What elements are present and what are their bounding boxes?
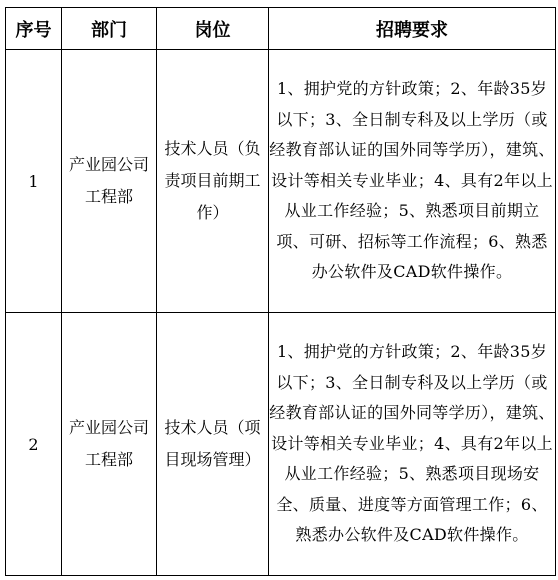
row-dept: 产业园公司工程部 [62, 313, 157, 576]
recruitment-table [5, 7, 556, 576]
row-seq: 1 [6, 50, 62, 313]
header-post: 岗位 [157, 8, 269, 50]
row-seq: 2 [6, 313, 62, 576]
header-requirements: 招聘要求 [269, 8, 556, 50]
header-seq: 序号 [6, 8, 62, 50]
row-post: 技术人员（负责项目前期工作） [157, 50, 269, 313]
table-row [6, 50, 556, 313]
row-post: 技术人员（项目现场管理） [157, 313, 269, 576]
row-requirements: 1、拥护党的方针政策；2、年龄35岁以下；3、全日制专科及以上学历（或经教育部认证的国外同等学历），建筑、设计等相关专业毕业；4、具有2年以上从业工作经验；5、熟悉项目现场安全、质量、进度等方面管理工作；6、熟悉办公软件及CAD软件操作。 [269, 313, 556, 576]
row-requirements: 1、拥护党的方针政策；2、年龄35岁以下；3、全日制专科及以上学历（或经教育部认证的国外同等学历），建筑、设计等相关专业毕业；4、具有2年以上从业工作经验；5、熟悉项目前期立项、可研、招标等工作流程；6、熟悉办公软件及CAD软件操作。 [269, 50, 556, 313]
table-header-row [6, 8, 556, 50]
header-dept: 部门 [62, 8, 157, 50]
row-dept: 产业园公司工程部 [62, 50, 157, 313]
table-row [6, 313, 556, 576]
